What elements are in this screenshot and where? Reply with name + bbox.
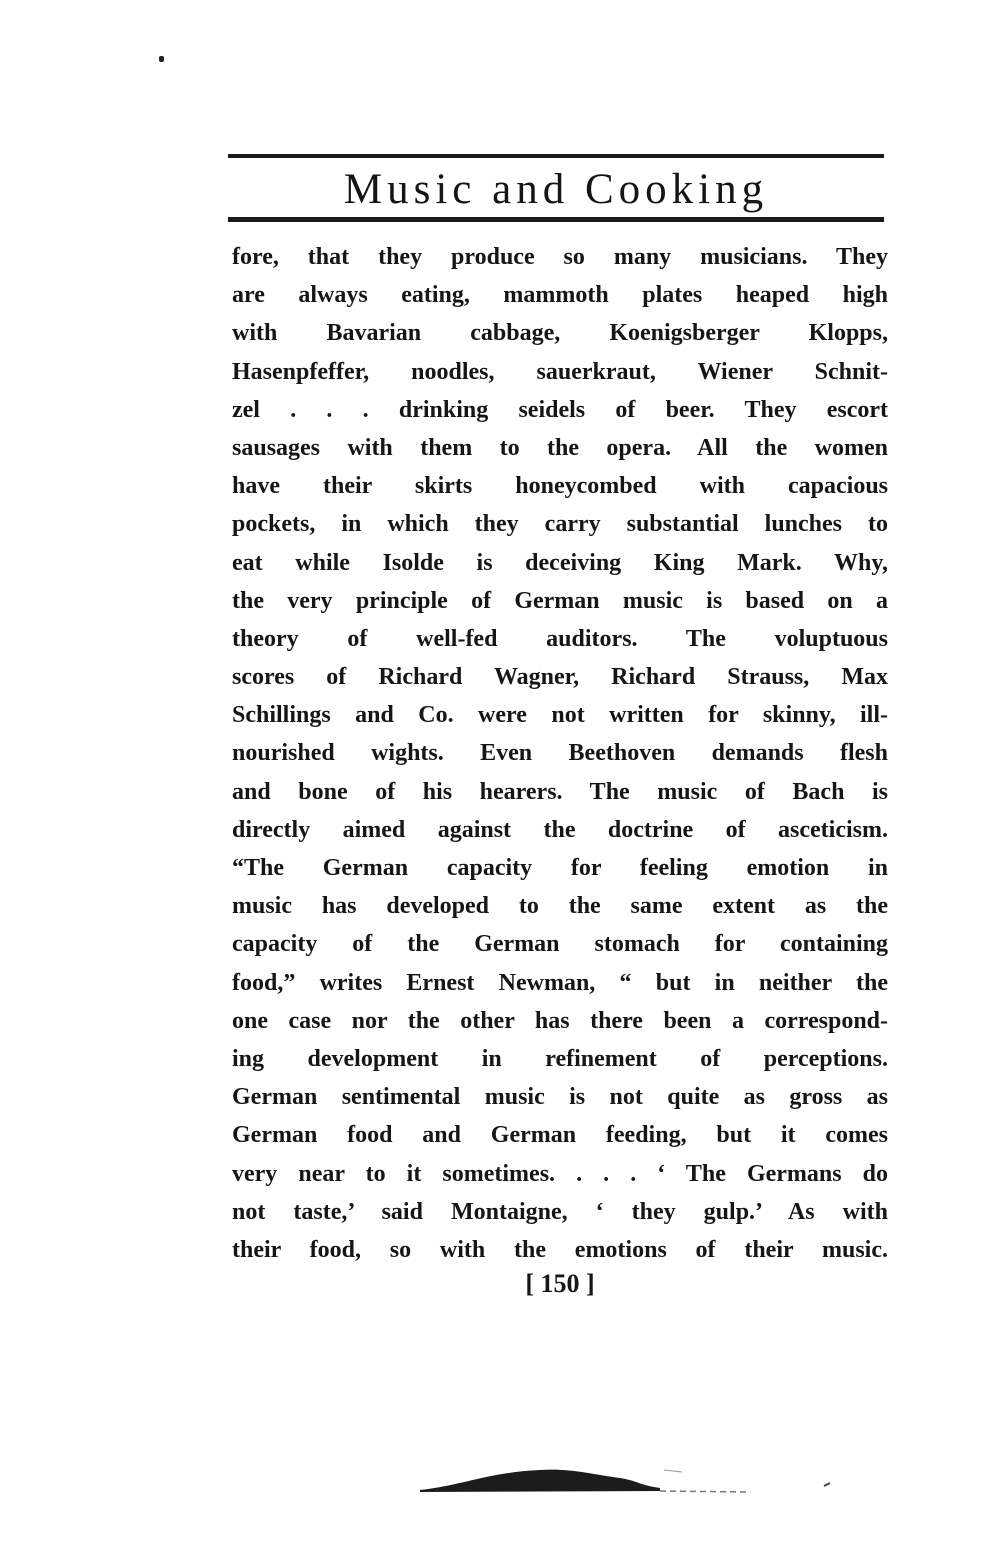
text-line: German sentimental music is not quite as gross as (232, 1084, 888, 1111)
scan-smudge (420, 1462, 840, 1502)
text-line: capacity of the German stomach for containing (232, 931, 888, 958)
page-number: [ 150 ] (525, 1269, 595, 1298)
text-line: sausages with them to the opera. All the women (232, 434, 888, 461)
text-line: zel . . . drinking seidels of beer. They escort (232, 396, 888, 423)
header-rule-top (228, 154, 884, 158)
running-head: Music and Cooking (343, 166, 769, 213)
text-line: “The German capacity for feeling emotion in (232, 855, 888, 881)
text-line: eat while Isolde is deceiving King Mark. Why, (232, 549, 888, 576)
text-line: very near to it sometimes. . . . ‘ The Germans do (232, 1160, 888, 1187)
text-line: one case nor the other has there been a correspond- (232, 1007, 888, 1034)
text-line: with Bavarian cabbage, Koenigsberger Klopps, (232, 320, 888, 347)
text-line: scores of Richard Wagner, Richard Strauss, Max (232, 664, 888, 691)
text-line: are always eating, mammoth plates heaped high (232, 282, 888, 309)
text-line: German food and German feeding, but it comes (232, 1122, 888, 1149)
text-line: fore, that they produce so many musicians. They (232, 244, 888, 270)
text-line: their food, so with the emotions of their music. (232, 1236, 888, 1263)
text-line: Schillings and Co. were not written for skinny, ill- (232, 702, 888, 729)
text-line: food,” writes Ernest Newman, “ but in neither the (232, 969, 888, 996)
text-line: have their skirts honeycombed with capacious (232, 473, 888, 500)
text-line: ing development in refinement of perceptions. (232, 1045, 888, 1072)
ink-speck (159, 56, 164, 62)
text-line: nourished wights. Even Beethoven demands flesh (232, 740, 888, 767)
text-line: directly aimed against the doctrine of asceticism. (232, 816, 888, 843)
body-text (232, 238, 888, 1269)
header-rule-bottom (228, 217, 884, 222)
text-line: Hasenpfeffer, noodles, sauerkraut, Wiener Schnit- (232, 358, 888, 385)
text-line: music has developed to the same extent as the (232, 893, 888, 920)
text-line: pockets, in which they carry substantial lunches to (232, 511, 888, 538)
text-line: theory of well-fed auditors. The voluptuous (232, 625, 888, 652)
text-line: the very principle of German music is based on a (232, 587, 888, 614)
text-line: not taste,’ said Montaigne, ‘ they gulp.’ As with (232, 1198, 888, 1225)
text-line: and bone of his hearers. The music of Bach is (232, 778, 888, 805)
